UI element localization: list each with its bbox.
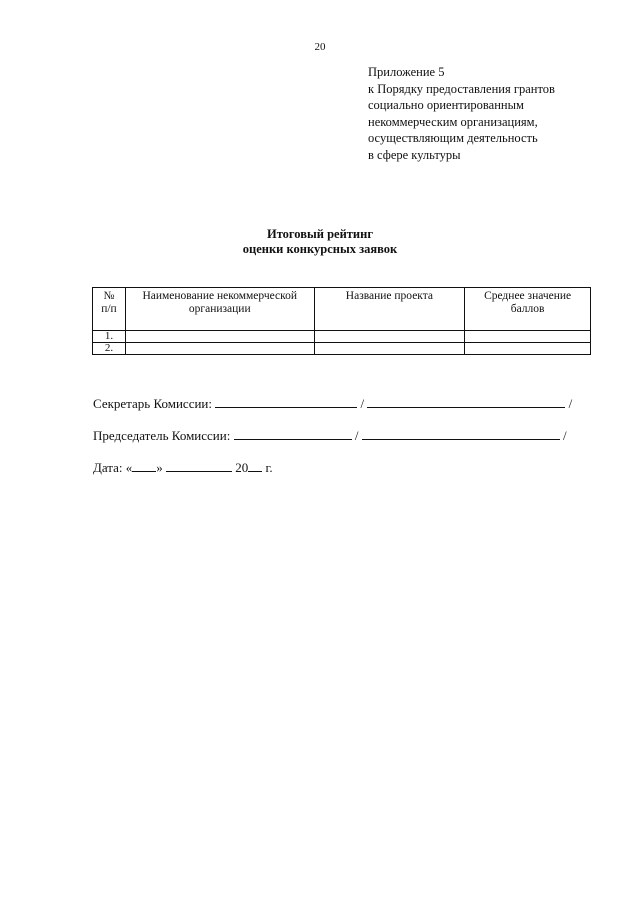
row-org bbox=[125, 343, 314, 355]
header-project-label: Название проекта bbox=[345, 290, 434, 302]
date-year-blank bbox=[248, 460, 262, 472]
title-line-1: Итоговый рейтинг bbox=[266, 227, 373, 241]
table-header-row bbox=[93, 288, 591, 331]
header-num bbox=[93, 288, 126, 331]
date-day-blank bbox=[132, 460, 156, 472]
document-title bbox=[0, 227, 640, 257]
header-project bbox=[314, 288, 465, 331]
separator: / bbox=[354, 428, 359, 443]
header-org-line2: организации bbox=[188, 303, 251, 315]
header-organization bbox=[125, 288, 314, 331]
appendix-line: осуществляющим деятельность bbox=[368, 131, 538, 145]
separator: / bbox=[360, 396, 365, 411]
appendix-line: социально ориентированным bbox=[368, 98, 524, 112]
row-num: 2. bbox=[93, 343, 126, 355]
appendix-block bbox=[368, 64, 555, 163]
table-row bbox=[93, 343, 591, 355]
header-num-line2: п/п bbox=[101, 303, 117, 315]
row-org bbox=[125, 331, 314, 343]
row-score bbox=[465, 331, 591, 343]
chairman-name-blank bbox=[362, 428, 560, 440]
date-label: Дата: « bbox=[93, 460, 133, 475]
chairman-label: Председатель Комиссии: bbox=[93, 428, 231, 443]
header-score bbox=[465, 288, 591, 331]
appendix-line: Приложение 5 bbox=[368, 65, 445, 79]
row-project bbox=[314, 343, 465, 355]
appendix-line: в сфере культуры bbox=[368, 147, 461, 162]
appendix-line: к Порядку предоставления грантов bbox=[368, 81, 555, 96]
date-quote-close: » bbox=[156, 460, 163, 475]
chairman-signature-line bbox=[93, 428, 567, 444]
header-score-line1: Среднее значение bbox=[484, 290, 572, 302]
secretary-name-blank bbox=[367, 396, 565, 408]
title-line-2: оценки конкурсных заявок bbox=[242, 242, 398, 256]
date-year-prefix: 20 bbox=[235, 460, 249, 475]
chairman-signature-blank bbox=[234, 428, 352, 440]
secretary-label: Секретарь Комиссии: bbox=[93, 396, 212, 411]
date-line bbox=[93, 460, 273, 476]
appendix-line: некоммерческим организациям, bbox=[368, 114, 538, 129]
secretary-signature-line bbox=[93, 396, 572, 412]
header-org-line1: Наименование некоммерческой bbox=[142, 290, 298, 302]
secretary-signature-blank bbox=[215, 396, 357, 408]
page-number: 20 bbox=[314, 41, 326, 53]
separator: / bbox=[568, 396, 573, 411]
date-year-suffix: г. bbox=[265, 460, 273, 475]
date-month-blank bbox=[166, 460, 232, 472]
separator: / bbox=[562, 428, 567, 443]
row-project bbox=[314, 331, 465, 343]
rating-table bbox=[92, 287, 591, 355]
table-row bbox=[93, 331, 591, 343]
row-score bbox=[465, 343, 591, 355]
row-num: 1. bbox=[93, 331, 126, 343]
header-num-line1: № bbox=[103, 290, 115, 302]
header-score-line2: баллов bbox=[510, 303, 545, 315]
